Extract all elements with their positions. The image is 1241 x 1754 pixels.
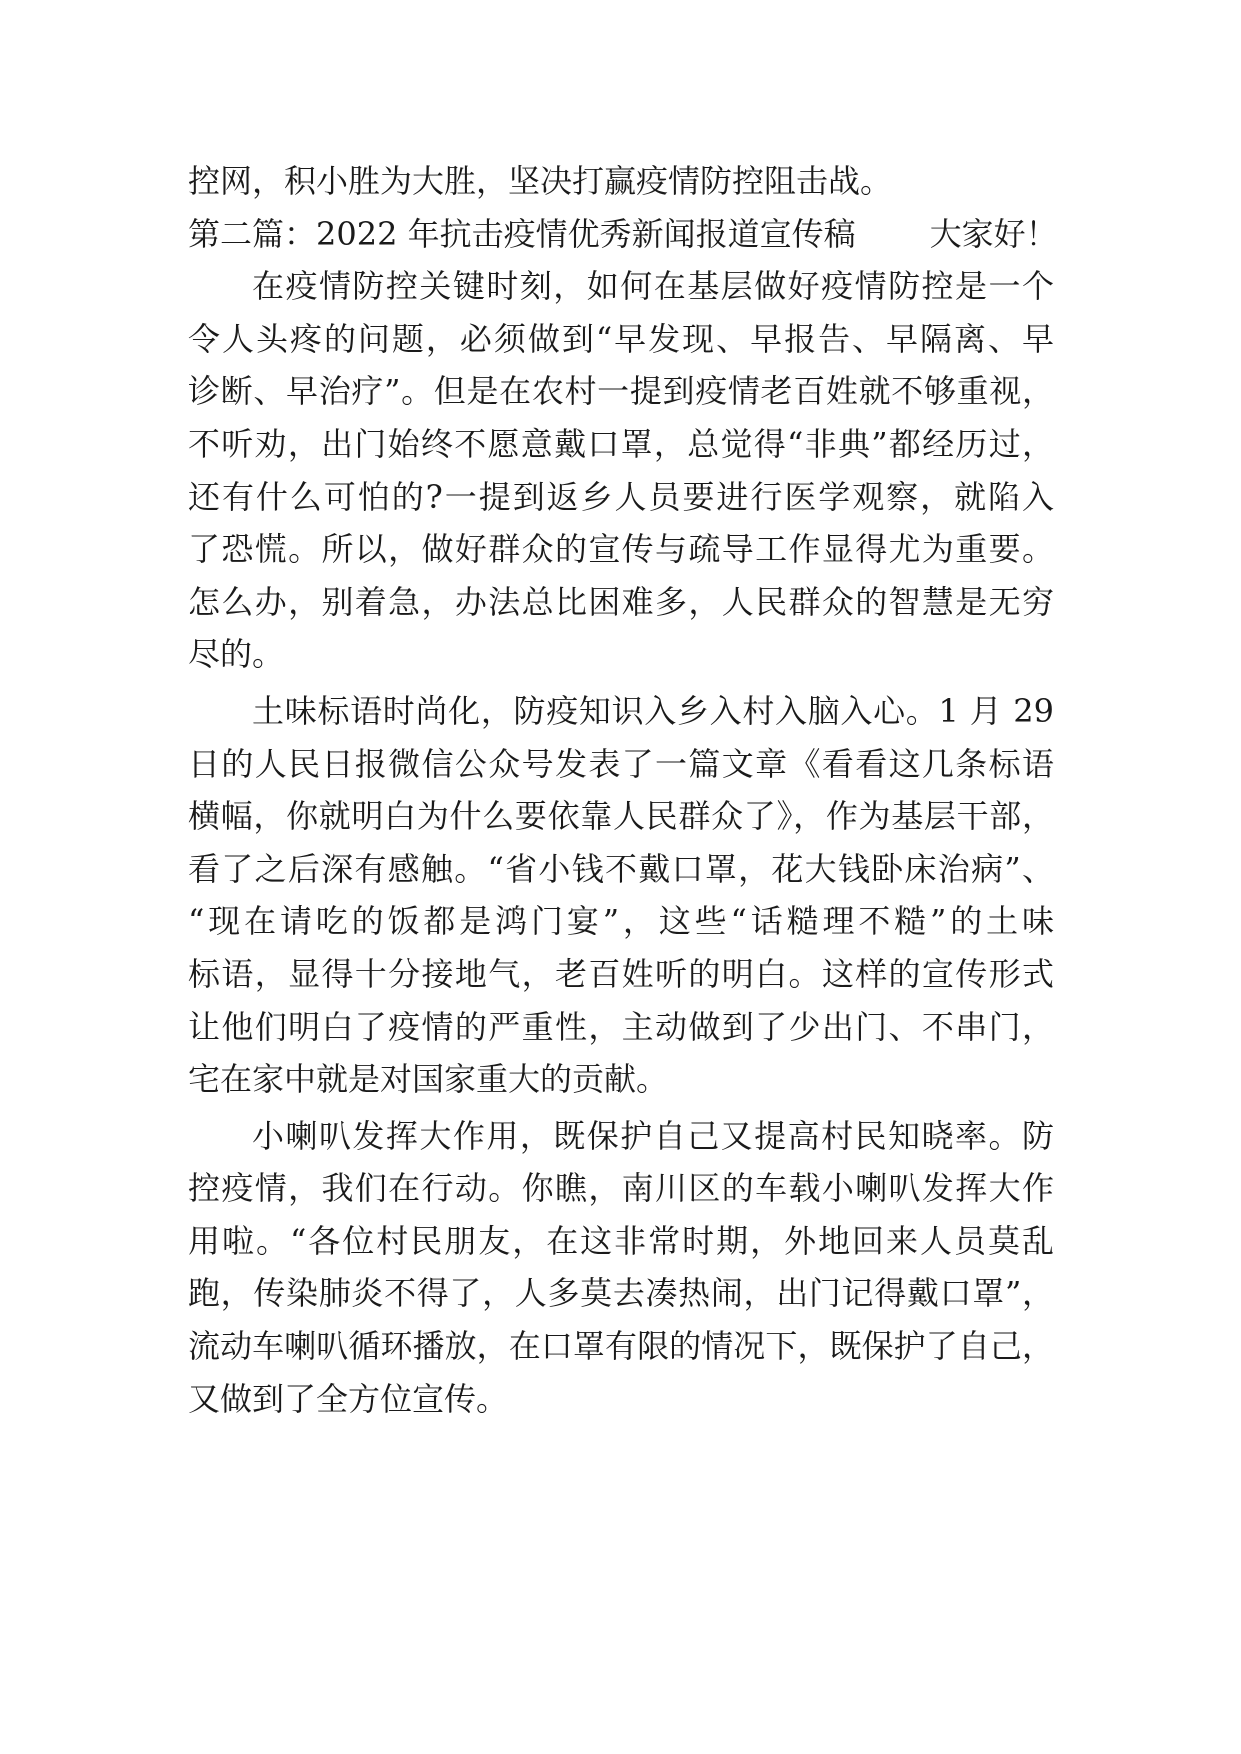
text-line: 标语，显得十分接地气，老百姓听的明白。这样的宣传形式 (188, 954, 1054, 993)
text-line: 小喇叭发挥大作用，既保护自己又提高村民知晓率。防 (252, 1116, 1054, 1155)
text-line: 宅在家中就是对国家重大的贡献。 (188, 1060, 669, 1099)
text-line: 让他们明白了疫情的严重性，主动做到了少出门、不串门， (188, 1007, 1054, 1046)
text-line: 土味标语时尚化，防疫知识入乡入村入脑入心。1 月 29 (252, 691, 1054, 730)
text-line: 控疫情，我们在行动。你瞧，南川区的车载小喇叭发挥大作 (188, 1169, 1054, 1208)
text-line: 在疫情防控关键时刻，如何在基层做好疫情防控是一个 (252, 267, 1054, 306)
text-line: 诊断、早治疗”。但是在农村一提到疫情老百姓就不够重视， (188, 372, 1054, 411)
document-page (188, 155, 1058, 1425)
text-line: 横幅，你就明白为什么要依靠人民群众了》，作为基层干部， (188, 797, 1054, 836)
text-line: 怎么办，别着急，办法总比困难多，人民群众的智慧是无穷 (188, 582, 1054, 621)
text-line: “现在请吃的饭都是鸿门宴”，这些“话糙理不糙”的土味 (188, 902, 1054, 941)
text-line: 用啦。“各位村民朋友，在这非常时期，外地回来人员莫乱 (188, 1221, 1054, 1260)
text-line: 尽的。 (188, 635, 285, 674)
text-line: 跑，传染肺炎不得了，人多莫去凑热闹，出门记得戴口罩”， (188, 1274, 1054, 1313)
text-line: 流动车喇叭循环播放，在口罩有限的情况下，既保护了自己， (188, 1327, 1054, 1366)
text-line: 控网，积小胜为大胜，坚决打赢疫情防控阻击战。 (188, 162, 893, 200)
heading-title: 第二篇：2022 年抗击疫情优秀新闻报道宣传稿 (188, 214, 856, 253)
section-heading (188, 208, 1058, 261)
greeting: 大家好！ (929, 214, 1058, 253)
text-line: 不听劝，出门始终不愿意戴口罩，总觉得“非典”都经历过， (188, 424, 1054, 463)
text-line: 令人头疼的问题，必须做到“早发现、早报告、早隔离、早 (188, 319, 1054, 358)
text-line: 还有什么可怕的?一提到返乡人员要进行医学观察，就陷入 (188, 477, 1054, 516)
text-line: 日的人民日报微信公众号发表了一篇文章《看看这几条标语 (188, 744, 1054, 783)
text-line: 看了之后深有感触。“省小钱不戴口罩，花大钱卧床治病”、 (188, 849, 1054, 888)
text-line: 了恐慌。所以，做好群众的宣传与疏导工作显得尤为重要。 (188, 530, 1054, 569)
text-line: 又做到了全方位宣传。 (188, 1379, 509, 1418)
